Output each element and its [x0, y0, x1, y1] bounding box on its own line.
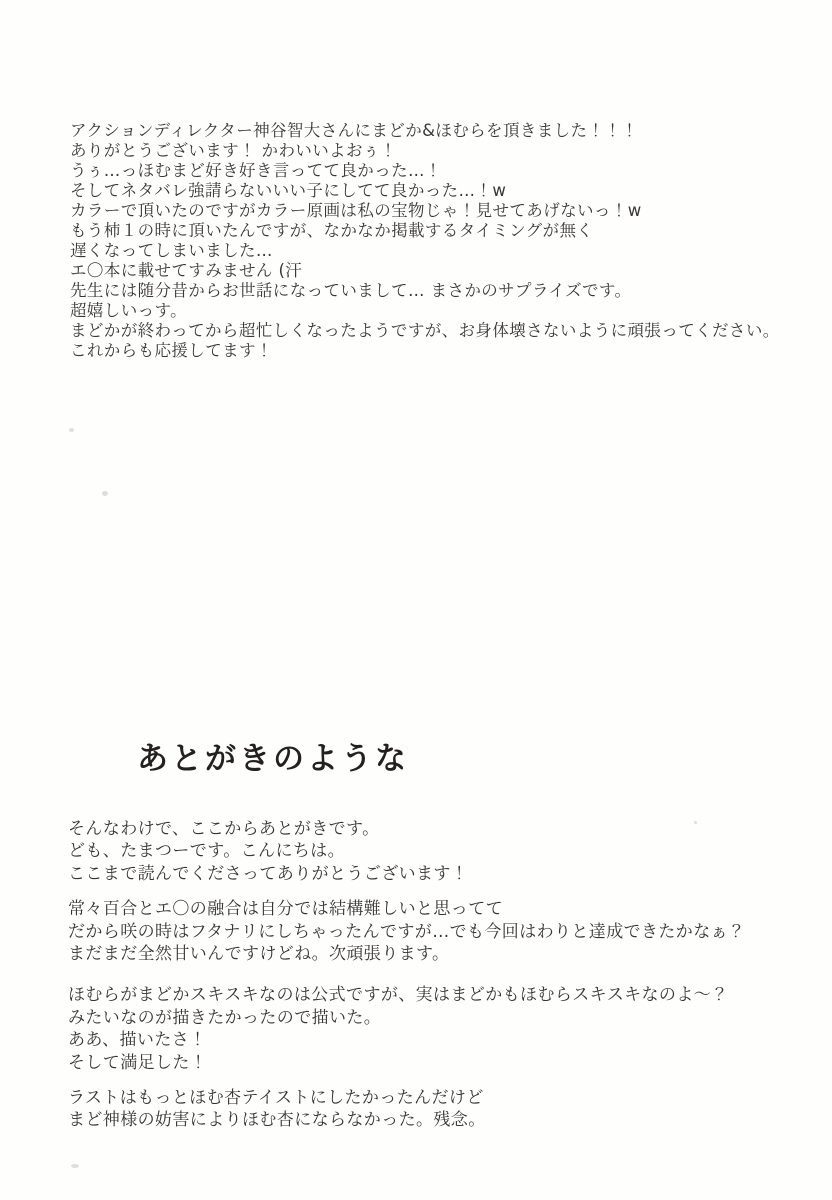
scan-speck [694, 821, 697, 824]
afterword-paragraph [68, 898, 745, 965]
opening-line: アクションディレクター神谷智大さんにまどか&ほむらを頂きました！！！ [70, 121, 639, 140]
opening-line: これからも応援してます！ [70, 341, 273, 360]
afterword-line: ああ、描いたさ！ [68, 1030, 207, 1051]
afterword-line: そんなわけで、ここからあとがきです。 [68, 819, 380, 839]
opening-line: エ〇本に載せてすみません (汗 [70, 261, 303, 280]
afterword-line: ども、たまつーです。こんにちは。 [68, 841, 346, 862]
opening-line: もう柿１の時に頂いたんですが、なかなか掲載するタイミングが無く [70, 221, 594, 240]
opening-line: ありがとうございます！ かわいいよおぅ！ [70, 141, 397, 160]
afterword-line: みたいなのが描きたかったので描いた。 [68, 1007, 382, 1028]
opening-message-block [70, 121, 780, 361]
afterword-line: だから咲の時はフタナリにしちゃったんですが…でも今回はわりと達成できたかなぁ？ [68, 921, 746, 942]
scan-speck [69, 428, 74, 432]
afterword-body-block [68, 818, 745, 1132]
opening-line: 超嬉しいっす。 [70, 301, 187, 320]
afterword-line: ここまで読んでくださってありがとうございます！ [68, 863, 469, 884]
opening-line: 先生には随分昔からお世話になっていまして… まさかのサプライズです。 [70, 281, 632, 300]
opening-line: カラーで頂いたのですがカラー原画は私の宝物じゃ！見せてあげないっ！w [70, 201, 642, 220]
afterword-paragraph [68, 1087, 745, 1132]
afterword-heading: あとがきのような [137, 741, 409, 777]
afterword-line: 常々百合とエ〇の融合は自分では結構難しいと思ってて [68, 899, 503, 920]
afterword-line: ほむらがまどかスキスキなのは公式ですが、実はまどかもほむらスキスキなのよ〜？ [68, 985, 729, 1006]
afterword-line: まど神様の妨害によりほむ杏にならなかった。残念。 [68, 1110, 486, 1131]
scan-speck [71, 1164, 79, 1168]
scan-speck [102, 491, 108, 496]
afterword-paragraph [68, 818, 745, 885]
opening-line: そしてネタバレ強請らないいい子にしてて良かった…！w [70, 181, 507, 200]
afterword-line: まだまだ全然甘いんですけどね。次頑張ります。 [68, 944, 450, 965]
afterword-line: そして満足した！ [68, 1052, 208, 1073]
opening-line: まどかが終わってから超忙しくなったようですが、お身体壊さないように頑張ってください。 [70, 321, 780, 340]
afterword-line: ラストはもっとほむ杏テイストにしたかったんだけど [68, 1088, 484, 1109]
opening-line: うぅ…っほむまど好き好き言ってて良かった…！ [70, 161, 442, 180]
opening-line: 遅くなってしまいました… [70, 241, 273, 260]
afterword-paragraph [68, 984, 745, 1074]
